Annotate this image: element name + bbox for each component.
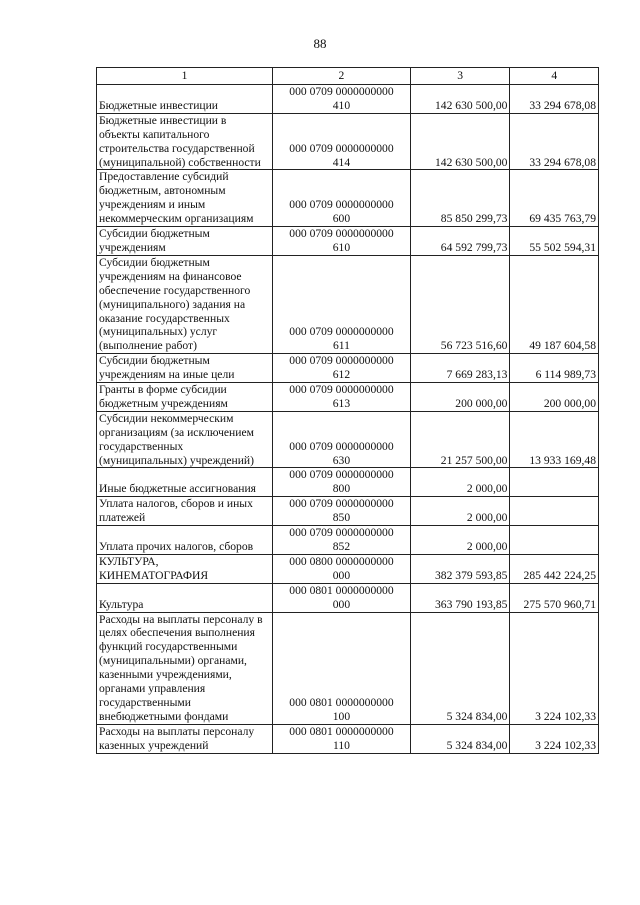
- line-item-name: Субсидии некоммерческим организациям (за исключением государственных (муниципальных) учреждений): [97, 411, 273, 468]
- budget-classification-code: [273, 612, 411, 724]
- code-line-1: 000 0800 0000000000: [289, 554, 394, 568]
- line-item-name: Бюджетные инвестиции: [97, 85, 273, 114]
- line-item-name: Предоставление субсидий бюджетным, автономным учреждениям и иным некоммерческим организациям: [97, 170, 273, 227]
- amount-approved: 5 324 834,00: [410, 724, 510, 753]
- budget-classification-code: [273, 255, 411, 353]
- column-header: 4: [510, 68, 599, 85]
- amount-executed: 55 502 594,31: [510, 227, 599, 256]
- line-item-name: Гранты в форме субсидии бюджетным учреждениям: [97, 383, 273, 412]
- code-line-1: 000 0709 0000000000: [289, 439, 394, 453]
- code-line-1: 000 0709 0000000000: [289, 227, 394, 241]
- code-line-1: 000 0801 0000000000: [289, 583, 394, 597]
- amount-approved: 2 000,00: [410, 526, 510, 555]
- code-line-2: 610: [332, 240, 351, 254]
- budget-classification-code: [273, 554, 411, 583]
- amount-approved: 7 669 283,13: [410, 354, 510, 383]
- amount-approved: 382 379 593,85: [410, 554, 510, 583]
- code-line-2: 410: [332, 98, 351, 112]
- amount-approved: 363 790 193,85: [410, 583, 510, 612]
- table-row: [97, 612, 599, 724]
- code-line-2: 852: [332, 540, 351, 553]
- amount-executed: 3 224 102,33: [510, 612, 599, 724]
- line-item-name: Субсидии бюджетным учреждениям: [97, 227, 273, 256]
- budget-classification-code: [273, 497, 411, 526]
- amount-executed: [510, 497, 599, 526]
- table-row: [97, 383, 599, 412]
- amount-executed: 13 933 169,48: [510, 411, 599, 468]
- table-row: [97, 724, 599, 753]
- amount-executed: 285 442 224,25: [510, 554, 599, 583]
- table-row: [97, 468, 599, 497]
- budget-classification-code: [273, 724, 411, 753]
- column-header: 3: [410, 68, 510, 85]
- amount-executed: 69 435 763,79: [510, 170, 599, 227]
- amount-executed: 49 187 604,58: [510, 255, 599, 353]
- line-item-name: Расходы на выплаты персоналу в целях обеспечения выполнения функций государственными (муниципальными) органами, казенными учреждениями, органами управления государственными внебюджетными фондами: [97, 612, 273, 724]
- table-row: [97, 85, 599, 114]
- table-row: [97, 583, 599, 612]
- code-line-2: 000: [332, 568, 351, 582]
- code-line-2: 612: [332, 368, 351, 382]
- amount-approved: 2 000,00: [410, 468, 510, 497]
- code-line-1: 000 0801 0000000000: [289, 724, 394, 738]
- line-item-name: Уплата налогов, сборов и иных платежей: [97, 497, 273, 526]
- code-line-2: 630: [332, 453, 351, 467]
- amount-approved: 64 592 799,73: [410, 227, 510, 256]
- amount-approved: 56 723 516,60: [410, 255, 510, 353]
- code-line-2: 000: [332, 597, 351, 611]
- amount-executed: 33 294 678,08: [510, 113, 599, 170]
- column-header: 2: [273, 68, 411, 85]
- code-line-2: 613: [332, 396, 351, 410]
- code-line-1: 000 0709 0000000000: [289, 468, 394, 482]
- line-item-name: КУЛЬТУРА, КИНЕМАТОГРАФИЯ: [97, 554, 273, 583]
- line-item-name: Расходы на выплаты персоналу казенных учреждений: [97, 724, 273, 753]
- budget-classification-code: [273, 411, 411, 468]
- line-item-name: Бюджетные инвестиции в объекты капитального строительства государственной (муниципальной) собственности: [97, 113, 273, 170]
- code-line-2: 850: [332, 511, 351, 525]
- column-header: 1: [97, 68, 273, 85]
- budget-classification-code: [273, 383, 411, 412]
- code-line-2: 110: [332, 738, 350, 752]
- amount-executed: 6 114 989,73: [510, 354, 599, 383]
- code-line-1: 000 0709 0000000000: [289, 198, 394, 212]
- amount-approved: 142 630 500,00: [410, 113, 510, 170]
- amount-approved: 85 850 299,73: [410, 170, 510, 227]
- table-body: [97, 85, 599, 754]
- code-line-1: 000 0801 0000000000: [289, 695, 394, 709]
- budget-classification-code: [273, 354, 411, 383]
- code-line-2: 800: [332, 482, 351, 496]
- budget-classification-code: [273, 526, 411, 555]
- line-item-name: Иные бюджетные ассигнования: [97, 468, 273, 497]
- code-line-1: 000 0709 0000000000: [289, 383, 394, 397]
- code-line-1: 000 0709 0000000000: [289, 354, 394, 368]
- budget-classification-code: [273, 113, 411, 170]
- amount-approved: 200 000,00: [410, 383, 510, 412]
- amount-approved: 5 324 834,00: [410, 612, 510, 724]
- line-item-name: Культура: [97, 583, 273, 612]
- amount-executed: [510, 468, 599, 497]
- table-row: [97, 255, 599, 353]
- line-item-name: Субсидии бюджетным учреждениям на финансовое обеспечение государственного (муниципального) задания на оказание государственных (муниципальных) услуг (выполнение работ): [97, 255, 273, 353]
- amount-executed: 200 000,00: [510, 383, 599, 412]
- budget-classification-code: [273, 468, 411, 497]
- amount-executed: 33 294 678,08: [510, 85, 599, 114]
- table-row: [97, 526, 599, 555]
- code-line-2: 100: [332, 709, 351, 723]
- code-line-1: 000 0709 0000000000: [289, 497, 394, 511]
- amount-executed: [510, 526, 599, 555]
- amount-approved: 142 630 500,00: [410, 85, 510, 114]
- amount-executed: 275 570 960,71: [510, 583, 599, 612]
- amount-approved: 21 257 500,00: [410, 411, 510, 468]
- table-row: [97, 113, 599, 170]
- budget-table: [96, 67, 599, 754]
- table-row: [97, 227, 599, 256]
- code-line-1: 000 0709 0000000000: [289, 526, 394, 540]
- line-item-name: Субсидии бюджетным учреждениям на иные цели: [97, 354, 273, 383]
- table-row: [97, 170, 599, 227]
- table-row: [97, 354, 599, 383]
- code-line-2: 611: [332, 339, 350, 353]
- table-header-row: [97, 68, 599, 85]
- page-number: 88: [313, 36, 327, 51]
- budget-classification-code: [273, 170, 411, 227]
- code-line-1: 000 0709 0000000000: [289, 85, 394, 98]
- budget-classification-code: [273, 583, 411, 612]
- table-row: [97, 411, 599, 468]
- budget-classification-code: [273, 85, 411, 114]
- line-item-name: Уплата прочих налогов, сборов: [97, 526, 273, 555]
- code-line-2: 414: [332, 155, 351, 169]
- code-line-1: 000 0709 0000000000: [289, 325, 394, 339]
- code-line-1: 000 0709 0000000000: [289, 141, 394, 155]
- table-row: [97, 497, 599, 526]
- amount-executed: 3 224 102,33: [510, 724, 599, 753]
- code-line-2: 600: [332, 212, 351, 226]
- amount-approved: 2 000,00: [410, 497, 510, 526]
- table-row: [97, 554, 599, 583]
- budget-classification-code: [273, 227, 411, 256]
